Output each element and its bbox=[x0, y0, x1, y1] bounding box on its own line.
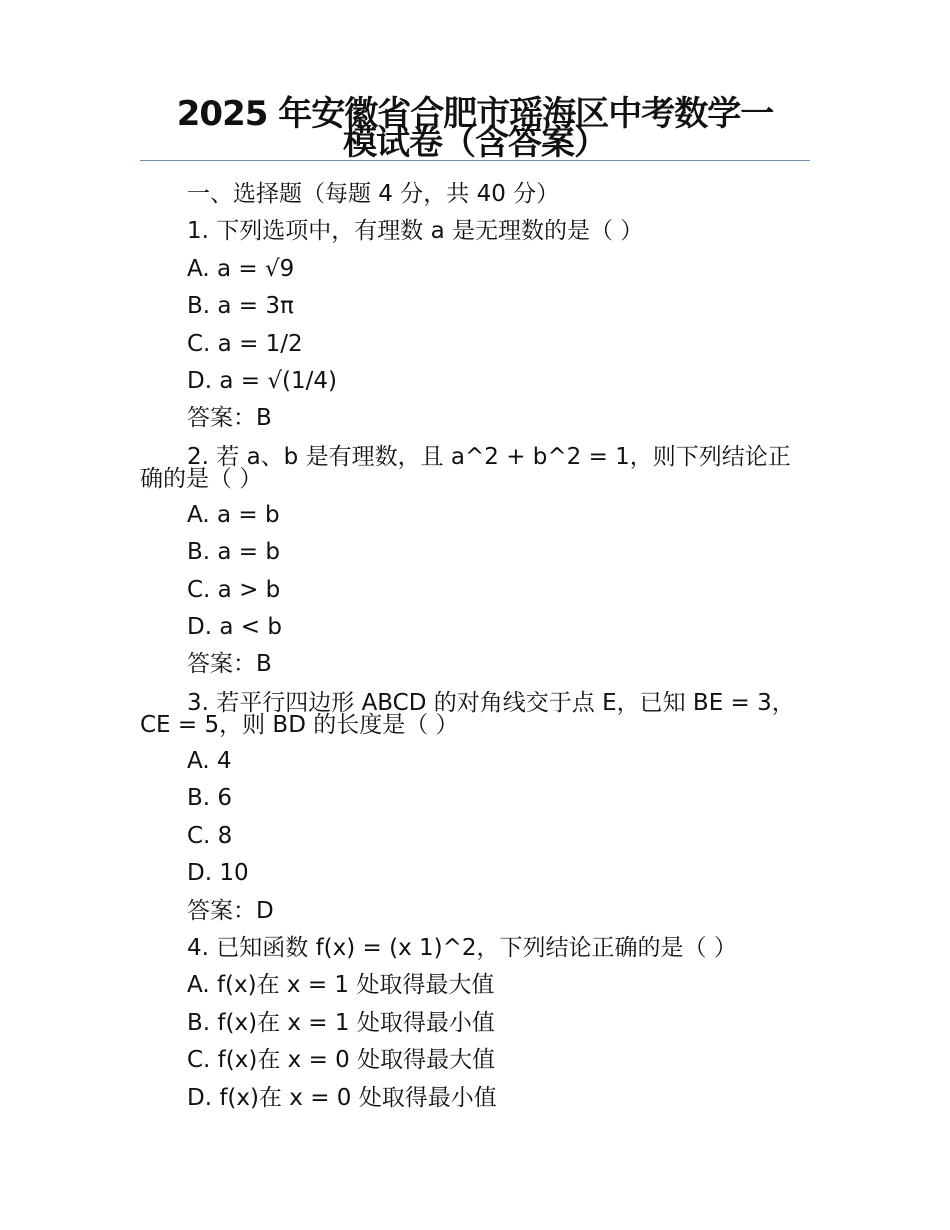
question-1-option-d: D. a = √(1/4) bbox=[187, 368, 337, 395]
question-3-answer: 答案：D bbox=[187, 897, 274, 924]
question-4-option-c: C. f(x)在 x = 0 处取得最大值 bbox=[187, 1047, 496, 1074]
question-3-stem: 3. 若平行四边形 ABCD 的对角线交于点 E，已知 BE = 3，CE = 5，则 BD 的长度是（ ） bbox=[140, 689, 795, 738]
section-heading: 一、选择题（每题 4 分，共 40 分） bbox=[187, 181, 560, 207]
title-line-2: 模试卷（含答案） bbox=[343, 123, 607, 163]
question-3-option-c: C. 8 bbox=[187, 822, 233, 849]
question-1-option-b: B. a = 3π bbox=[187, 293, 294, 320]
page-title bbox=[140, 94, 810, 163]
question-2-option-c: C. a > b bbox=[187, 576, 281, 603]
question-4-option-b: B. f(x)在 x = 1 处取得最小值 bbox=[187, 1009, 495, 1036]
question-3-option-a: A. 4 bbox=[187, 747, 232, 774]
title-divider bbox=[140, 160, 810, 161]
question-3-option-b: B. 6 bbox=[187, 785, 233, 812]
question-1-answer: 答案：B bbox=[187, 405, 272, 432]
question-2-option-a: A. a = b bbox=[187, 501, 280, 528]
question-4-option-a: A. f(x)在 x = 1 处取得最大值 bbox=[187, 972, 495, 999]
question-1-stem: 1. 下列选项中，有理数 a 是无理数的是（ ） bbox=[187, 218, 644, 245]
question-2-answer: 答案：B bbox=[187, 651, 272, 678]
question-4-stem: 4. 已知函数 f(x) = (x 1)^2，下列结论正确的是（ ） bbox=[187, 934, 737, 961]
question-1-option-c: C. a = 1/2 bbox=[187, 330, 303, 357]
question-3-option-d: D. 10 bbox=[187, 860, 249, 887]
question-1-option-a: A. a = √9 bbox=[187, 255, 295, 282]
question-2-option-b: B. a = b bbox=[187, 539, 280, 566]
document-body bbox=[140, 176, 810, 1117]
title-line-1: 2025 年安徽省合肥市瑶海区中考数学一 bbox=[176, 94, 774, 134]
question-2-stem: 2. 若 a、b 是有理数，且 a^2 + b^2 = 1，则下列结论正确的是（ ） bbox=[140, 443, 791, 492]
question-2-option-d: D. a < b bbox=[187, 614, 282, 641]
question-4-option-d: D. f(x)在 x = 0 处取得最小值 bbox=[187, 1084, 497, 1111]
